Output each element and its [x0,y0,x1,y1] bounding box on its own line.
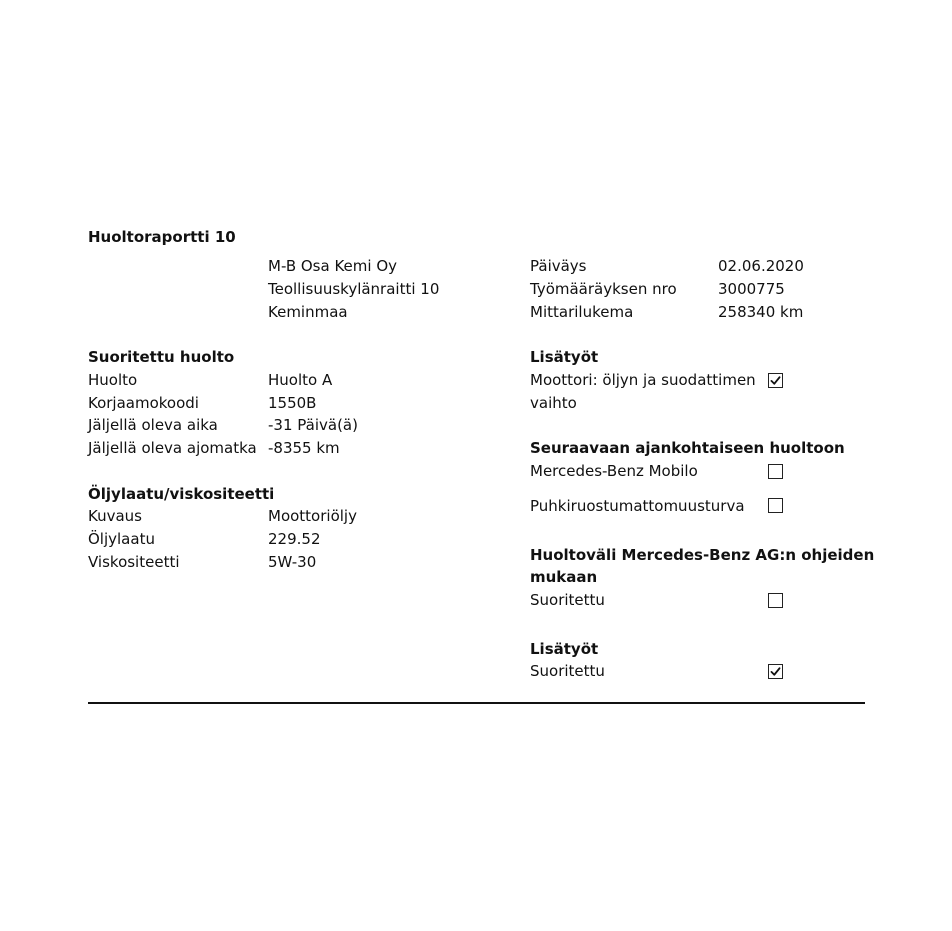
odometer-value: 258340 km [718,303,804,321]
oil-grade-label: Öljylaatu [88,530,155,548]
checkmark-icon [769,374,782,387]
extra-work2-checkbox[interactable] [768,664,783,679]
work-order-value: 3000775 [718,280,785,298]
next-service-heading: Seuraavaan ajankohtaiseen huoltoon [530,439,845,457]
workshop-code-value: 1550B [268,394,317,412]
work-order-label: Työmääräyksen nro [530,280,677,298]
remaining-distance-label: Jäljellä oleva ajomatka [88,439,257,457]
rust-warranty-label: Puhkiruostumattomuusturva [530,497,745,515]
oil-description-value: Moottoriöljy [268,507,357,525]
rust-warranty-checkbox[interactable] [768,498,783,513]
extra-work-checkbox[interactable] [768,373,783,388]
service-value: Huolto A [268,371,333,389]
oil-description-label: Kuvaus [88,507,142,525]
remaining-time-value: -31 Päivä(ä) [268,416,358,434]
workshop-name: M-B Osa Kemi Oy [268,257,398,275]
interval-item-label: Suoritettu [530,591,605,609]
bottom-divider [88,702,865,704]
remaining-time-label: Jäljellä oleva aika [88,416,218,434]
checkmark-icon [769,665,782,678]
oil-grade-value: 229.52 [268,530,321,548]
extra-work-item-line1: Moottori: öljyn ja suodattimen [530,371,756,389]
odometer-label: Mittarilukema [530,303,634,321]
service-heading: Suoritettu huolto [88,348,235,366]
viscosity-value: 5W-30 [268,553,317,571]
remaining-distance-value: -8355 km [268,439,340,457]
interval-checkbox[interactable] [768,593,783,608]
interval-heading-line2: mukaan [530,568,598,586]
mobilo-checkbox[interactable] [768,464,783,479]
extra-work2-item-label: Suoritettu [530,662,605,680]
workshop-city: Keminmaa [268,303,348,321]
page-title: Huoltoraportti 10 [88,228,236,246]
mobilo-label: Mercedes-Benz Mobilo [530,462,698,480]
date-label: Päiväys [530,257,587,275]
viscosity-label: Viskositeetti [88,553,180,571]
workshop-street: Teollisuuskylänraitti 10 [268,280,440,298]
interval-heading-line1: Huoltoväli Mercedes-Benz AG:n ohjeiden [530,546,875,564]
extra-work-item-line2: vaihto [530,394,577,412]
workshop-code-label: Korjaamokoodi [88,394,199,412]
service-label: Huolto [88,371,138,389]
extra-work-heading: Lisätyöt [530,348,599,366]
extra-work2-heading: Lisätyöt [530,640,599,658]
oil-heading: Öljylaatu/viskositeetti [88,485,275,503]
date-value: 02.06.2020 [718,257,804,275]
